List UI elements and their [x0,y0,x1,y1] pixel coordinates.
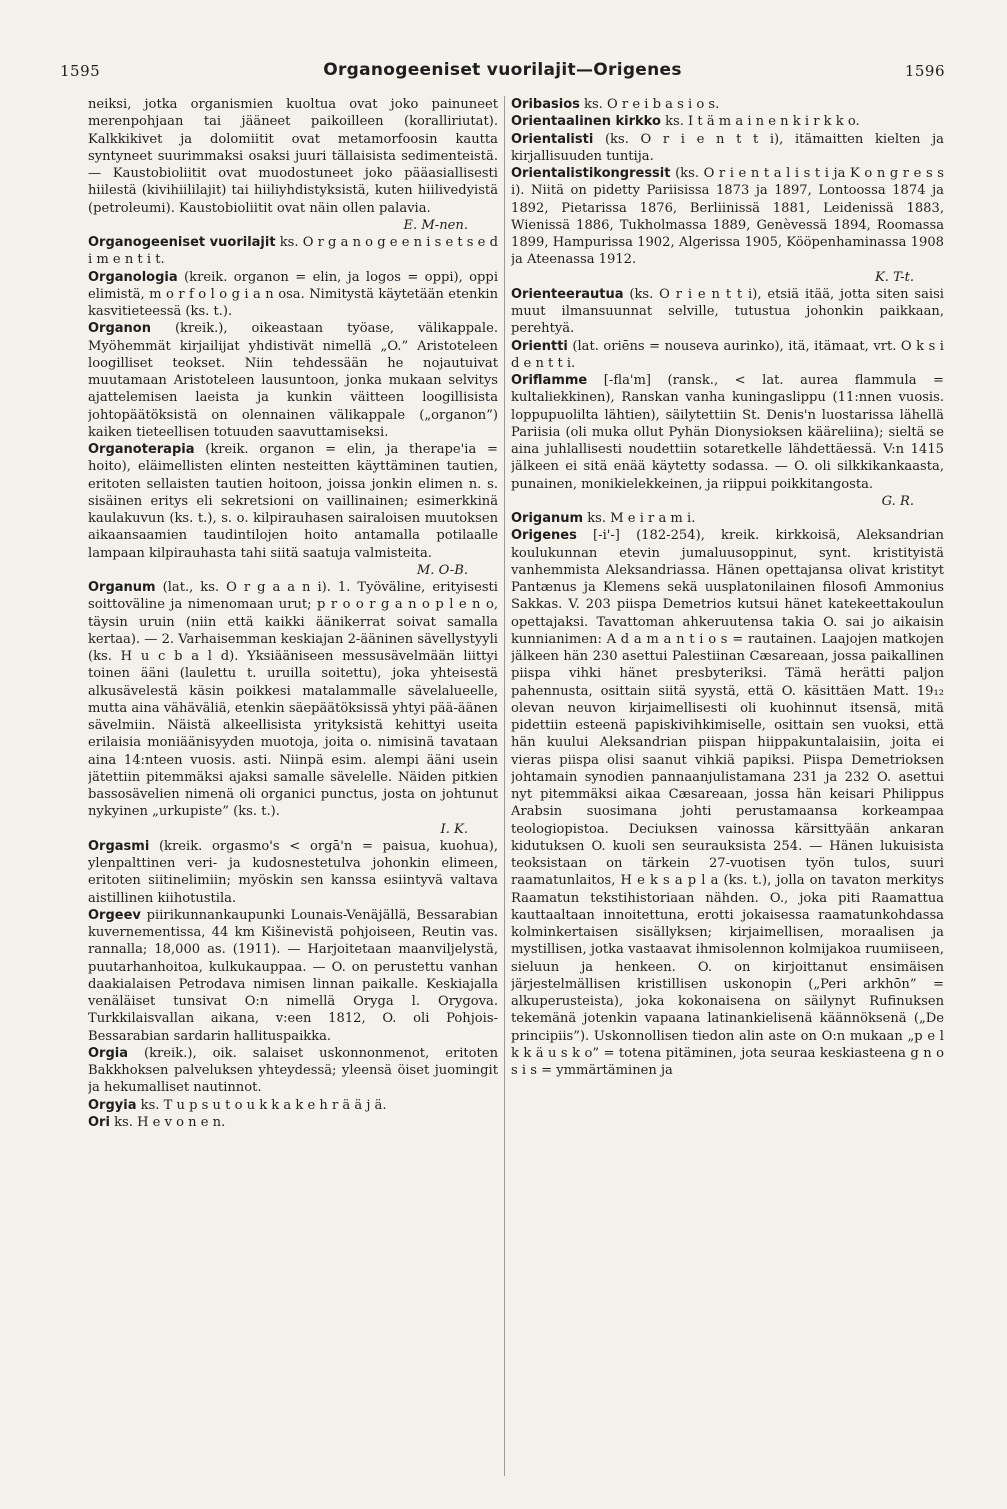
entry-text: (ks. O r i e n t t i), itämaitten kielten ja kirjallisuuden tuntija. [511,131,944,164]
entry-text: ks. H e v o n e n. [114,1114,226,1130]
entry-headword: Organogeeniset vuorilajit [88,235,276,250]
dictionary-entry [511,372,944,510]
entry-text: ks. M e i r a m i. [587,511,696,526]
dictionary-entry [88,1097,498,1114]
entry-signature: K. T-t. [875,269,914,285]
dictionary-entry [88,907,498,1045]
dictionary-entry [511,165,944,286]
entry-text: ks. I t ä m a i n e n k i r k k o. [665,114,860,130]
dictionary-entry [511,131,944,166]
dictionary-entry [88,320,498,441]
entry-headword: Oribasios [511,97,580,112]
entry-signature: G. R. [881,493,914,509]
column-divider [504,96,505,1476]
entry-headword: Orgasmi [88,838,150,854]
page-header [60,60,945,86]
entry-headword: Organologia [88,269,178,285]
entry-headword: Orientalistikongressit [511,166,671,181]
entry-text: ks. O r e i b a s i o s. [584,97,720,112]
dictionary-entry [88,579,498,838]
entry-text: (kreik.), oik. salaiset uskonnonmenot, eritoten Bakkhoksen palveluksen yhteydessä; yleensä öiset juomingit ja hekumalliset nautinnot. [88,1045,498,1096]
dictionary-entry [88,1045,498,1097]
entry-headword: Organoterapia [88,442,195,457]
entry-signature: I. K. [440,821,468,837]
dictionary-entry [511,527,944,1079]
entry-text: (ks. O r i e n t a l i s t i ja K o n g r e s s i). Niitä on pidetty Pariisissa 1873 ja 1897, Lontoossa 1874 ja 1892, Pietarissa 1876, Berliinissä 1881, Leidenissä 1883, Wienissä 1886, Tukholmassa 1889, Genèvessä 1894, Roomassa 1899, Hampurissa 1902, Algerissa 1905, Kööpenhaminassa 1908 ja Ateenassa 1912. [511,166,944,268]
entry-headword: Organum [88,580,156,595]
entry-text: ks. T u p s u t o u k k a k e h r ä ä j ä. [140,1097,387,1113]
entry-headword: Orientaalinen kirkko [511,114,661,130]
entry-signature: E. M-nen. [403,217,468,233]
entry-headword: Oriflamme [511,373,588,388]
dictionary-entry [511,510,944,527]
dictionary-entry [88,269,498,321]
entry-text: (ks. O r i e n t t i), etsiä itää, jotta siten saisi muut ilmansuunnat selville, tutustua johonkin paikkaan, perehtyä. [511,286,944,337]
dictionary-entry [511,96,944,113]
running-title: Organogeeniset vuorilajit—Origenes [323,60,682,80]
dictionary-entry [88,441,498,579]
entry-text: ks. O r g a n o g e e n i s e t s e d i m e n t i t. [88,235,498,268]
entry-signature: M. O-B. [416,562,468,578]
left-column [88,96,498,1506]
dictionary-entry [511,113,944,130]
entry-headword: Orientalisti [511,131,594,147]
dictionary-entry [88,1114,498,1131]
entry-text: [-i'-] (182-254), kreik. kirkkoisä, Aleksandrian koulukunnan etevin jumaluusoppinut, synt. kristityistä vanhemmista Aleksandriassa. Hänen opettajansa olivat kristityt Pantænus ja Klemens sekä uusplatonilainen filosofi Ammonius Sakkas. V. 203 piispa Demetrios kutsui hänet katekeettakoulun opettajaksi. Tavattoman ahkeruutensa takia O. sai jo aikaisin kunnianimen: A d a m a n t i o s = rautainen. Laajojen matkojen jälkeen hän 230 asettui Palestiinan Cæsareaan, jossa paikallinen piispa vihki hänet presbyteriksi. Tämä herätti paljon pahennusta, osittain siitä syystä, että O. käsittäen Matt. 19₁₂ olevan neuvon kirjaimellisesti oli kuohinnut itsensä, mitä pidettiin esteenä papiskivihkimiselle, osittain sen vuoksi, että hän kuului Aleksandrian piispan hiippakuntalaisiin, joita ei vieras piispa olisi saanut vihkiä papiksi. Piispa Demetrioksen johtamain synodien pannaanjulistamana 231 ja 232 O. asettui nyt pitemmäksi aikaa Cæsareaan, jossa hän keisari Philippus Arabsin suosimana johti perustamaansa korkeampaa teologiopistoa. Deciuksen vainossa kärsittyään ankaran kidutuksen O. kuoli sen seurauksista 254. — Hänen lukuisista teoksistaan on tärkein 27-vuotisen työn tulos, suuri raamatunlaitos, H e k s a p l a (ks. t.), jolla on tavaton merkitys Raamatun tekstihistoriaan nähden. O., joka piti Raamattua kauttaaltaan innoitettuna, erotti jokaisessa raamatunkohdassa kolminkertaisen sisällyksen; kirjaimellisen, moraalisen ja mystillisen, jotka vastaavat ihmisolennon kolmijakoa ruumiiseen, sieluun ja henkeen. O. on kirjoittanut ensimäisen järjestelmällisen kristillisen uskonopin („Peri arkhōn” = alkuperusteista), joka kokonaisena on säilynyt Rufinuksen tekemänä jotenkin vapaana latinankielisenä käännöksenä („De principiis”). Uskonnollisen tiedon alin aste on O:n mukaan „p e l k k ä u s k o” = totena pitäminen, jota seuraa keskiasteena g n o s i s = ymmärtäminen ja [511,528,944,1078]
entry-text: piirikunnankaupunki Lounais-Venäjällä, Bessarabian kuvernementissa, 44 km Kišinevistä pohjoiseen, Reutin vas. rannalla; 18,000 as. (1911). — Harjoitetaan maanviljelystä, puutarhanhoitoa, kulkukauppaa. — O. on perustettu vanhan daakialaisen Petrodava nimisen linnan paikalle. Keskiajalla venäläiset tunsivat O:n nimellä Orygа l. Orygova. Turkkilaisvallan aikana, v:een 1812, O. oli Pohjois-Bessarabian sardarin hallituspaikka. [88,907,498,1044]
dictionary-entry [511,338,944,373]
entry-headword: Orgeev [88,907,141,923]
entry-headword: Origanum [511,511,584,526]
entry-text: neiksi, jotka organismien kuoltua ovat joko painuneet merenpohjaan tai jääneet paikoilleen (koralliriutat). Kalkkikivet ja dolomiitit ovat metamorfoosin kautta syntyneet suurimmaksi osaksi juuri tällaisista sedimenteistä. — Kaustobioliitit ovat muodostuneet joko pääasiallisesti hiilestä (kivihiililajit) tai hiiliyhdistyksistä, kuten hiilivedyistä (petroleumi). Kaustobioliitit ovat näin ollen palavia. [88,97,498,216]
entry-text: (lat., ks. O r g a a n i). 1. Työväline, erityisesti soittoväline ja nimenomaan urut; p r o o r g a n o p l e n o, täysin uruin (niin että kaikki äänikerrat soivat samalla kertaa). — 2. Varhaisemman keskiajan 2-ääninen sävellystyyli (ks. H u c b a l d). Yksiääniseen messusävelmään liittyi toinen ääni (laulettu t. uruilla soitettu), joka yhteisestä alkusävelestä käsin poikkesi matalammalle sävelalueelle, mutta aina vähäväliä, etenkin säepäätöksissä yhtyi pää-äänen sävelmiin. Näistä alkeellisista yrityksistä kehittyi useita erilaisia moniäänisyyden muotoja, joita o. nimisinä tavataan aina 14:nteen vuosis. asti. Niinpä esim. alempi ääni usein jätettiin pitemmäksi ajaksi samalle sävelelle. Näiden pitkien bassosävelien nimenä oli organici punctus, josta on johtunut nykyinen „urkupiste” (ks. t.). [88,580,498,820]
entry-headword: Ori [88,1114,110,1130]
dictionary-entry [88,96,498,234]
dictionary-entry [88,234,498,269]
right-column [511,96,944,1506]
dictionary-entry [88,838,498,907]
entry-headword: Orienteerautua [511,286,624,302]
entry-text: (kreik. organon = elin, ja logos = oppi), oppi elimistä, m o r f o l o g i a n osa. Nimitystä käytetään etenkin kasvitieteessä (ks. t.). [88,269,498,319]
entry-text: (kreik. orgasmo's < orgā'n = paisua, kuohua), ylenpalttinen veri- ja kudosnestetulva johonkin elimeen, eritoten siitinelimiin; myöskin sen kanssa esiintyvä valtava aistillinen kiihotustila. [88,838,498,906]
right-page-number: 1596 [904,62,945,80]
entry-text: [-fla'm] (ransk., < lat. aurea flammula = kultaliekkinen), Ranskan vanha kuningaslippu (11:nnen vuosis. loppupuolilta lähtien), säilytettiin St. Denis'n luostarissa lähellä Pariisia (oli muka ollut Pyhän Dionysioksen kääreliina); sieltä se aina juhlallisesti noudettiin sotaretkelle lähdettäessä. V:n 1415 jälkeen ei sitä enää käytetty sodassa. — O. oli silkkikankaasta, punainen, monikielekkeinen, ja riippui poikkitangosta. [511,373,944,492]
entry-headword: Orientti [511,338,568,354]
entry-headword: Organon [88,321,151,337]
entry-headword: Origenes [511,528,577,544]
entry-text: (lat. oriēns = nouseva aurinko), itä, itämaat, vrt. O k s i d e n t t i. [511,338,944,371]
entry-text: (kreik.), oikeastaan työase, välikappale. Myöhemmät kirjailijat yhdistivät nimellä „O.” Aristoteleen loogilliset teokset. Niin tehdessään he nojautuivat muutamaan Aristoteleen lausuntoon, jonka mukaan selvitys ajattelemisen laeista ja kunkin väitteen loogillisista johtopäätöksistä on olennainen välikappale („organon”) kaiken tieteellisen totuuden saavuttamiseksi. [88,321,498,440]
entry-text: (kreik. organon = elin, ja therape'ia = hoito), eläimellisten elinten nesteitten käyttäminen tautien, eritoten sellaisten tautien hoitoon, joissa jonkin elimen n. s. sisäinen eritys eli sekretsioni on vaillinainen; esimerkkinä kaulakuvun (ks. t.), s. o. kilpirauhasen sairaloisen muutoksen aikaansaamien taudintilojen hoito antamalla potilaalle lampaan kilpirauhasta tahi siitä saatuja valmisteita. [88,442,498,561]
left-page-number: 1595 [60,62,101,80]
dictionary-entry [511,286,944,338]
entry-headword: Orgyia [88,1097,137,1113]
entry-headword: Orgia [88,1045,128,1061]
